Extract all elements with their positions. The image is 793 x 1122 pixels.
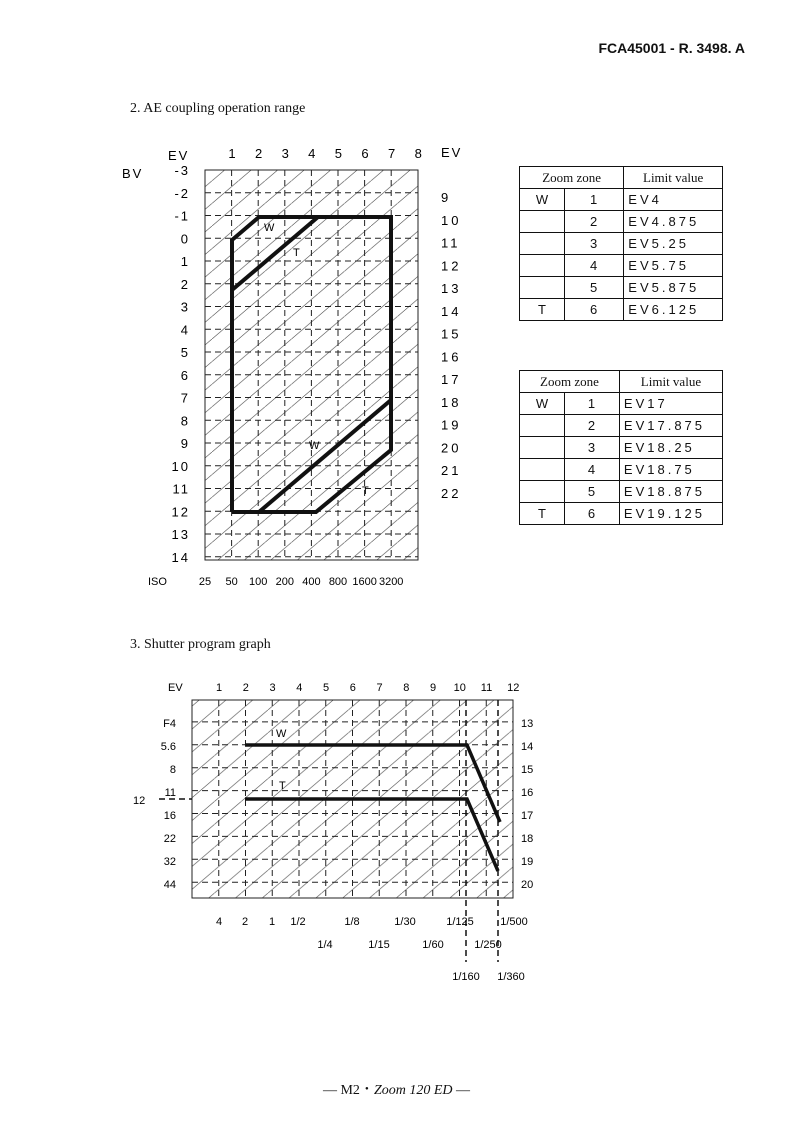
- ae-t-upper-label: T: [293, 247, 300, 259]
- shutter-f-tick: 11: [164, 787, 176, 799]
- limit-value: EV5.25: [624, 233, 723, 255]
- shutter-top-ev-tick: 11: [480, 682, 493, 694]
- ae-iso-tick: 25: [198, 576, 212, 588]
- zoom-mark: [520, 459, 565, 481]
- ae-right-ev-tick: 17: [441, 372, 462, 387]
- ae-w-upper-label: W: [264, 222, 275, 234]
- shutter-top-ev-tick: 12: [507, 682, 520, 694]
- table-row: [520, 233, 723, 255]
- zoom-mark: [520, 277, 565, 299]
- ae-bv-tick: -3: [174, 163, 190, 178]
- shutter-top-ev-tick: 1: [215, 682, 223, 694]
- shutter-f-tick: 44: [163, 879, 176, 891]
- zoom-mark: T: [520, 503, 565, 525]
- table-row: [520, 393, 723, 415]
- ae-iso-label: ISO: [148, 576, 167, 588]
- zoom-mark: [520, 415, 565, 437]
- shutter-right-ev-tick: 14: [521, 741, 534, 753]
- zoom-mark: [520, 437, 565, 459]
- ae-bv-tick: 14: [171, 549, 190, 565]
- footer-model: Zoom 120 ED: [373, 1083, 453, 1098]
- shutter-right-ev-tick: 13: [521, 718, 534, 730]
- ae-right-ev-tick: 16: [441, 349, 462, 365]
- shutter-right-ev-tick: 15: [521, 764, 534, 776]
- ae-iso-tick: 200: [275, 576, 294, 588]
- ae-w-lower-label: W: [309, 440, 320, 452]
- ae-bv-tick: 5: [180, 345, 190, 360]
- ae-bv-tick: 6: [180, 367, 190, 383]
- table-row: [520, 299, 723, 321]
- ae-bv-tick: 9: [180, 436, 190, 451]
- ae-ev-label-right: EV: [441, 145, 463, 160]
- ae-bv-tick: 10: [171, 458, 190, 474]
- shutter-t-label: T: [279, 780, 286, 792]
- limit-value: EV5.875: [624, 277, 723, 299]
- ae-top-ev-tick: 2: [254, 146, 263, 161]
- ae-iso-tick: 50: [225, 576, 238, 588]
- table-row: [520, 503, 723, 525]
- shutter-speed-label: 4: [215, 916, 223, 928]
- ae-top-ev-tick: 3: [281, 146, 289, 161]
- shutter-right-ev-tick: 18: [521, 833, 534, 845]
- shutter-f-tick: F4: [163, 718, 176, 730]
- table-row: [520, 459, 723, 481]
- ae-iso-tick: 100: [249, 576, 268, 588]
- shutter-right-ev-tick: 16: [521, 787, 534, 799]
- limit-table-high: [519, 370, 723, 525]
- table-row: [520, 415, 723, 437]
- limit-value: EV5.75: [624, 255, 723, 277]
- zoom-zone: 2: [565, 415, 620, 437]
- ae-right-ev-tick: 9: [441, 190, 452, 205]
- shutter-speed-label: 1/8: [344, 916, 360, 928]
- ae-top-ev-tick: 7: [387, 146, 396, 161]
- ae-right-ev-tick: 11: [441, 235, 461, 251]
- limit-value: EV18.25: [619, 437, 722, 459]
- shutter-top-ev-tick: 6: [349, 682, 356, 694]
- zoom-mark: [520, 255, 565, 277]
- table-header-zoom-zone: Zoom zone: [520, 167, 624, 189]
- shutter-speed-label: 1/60: [422, 939, 444, 951]
- ae-iso-tick: 400: [302, 576, 321, 588]
- page-footer: [0, 1079, 793, 1099]
- zoom-zone: 4: [565, 255, 624, 277]
- ae-right-ev-tick: 22: [441, 485, 462, 501]
- ae-bv-tick: 8: [180, 413, 190, 429]
- shutter-speed-label: 1/500: [500, 916, 528, 928]
- zoom-zone: 6: [565, 299, 624, 321]
- zoom-zone: 1: [565, 189, 624, 211]
- shutter-top-ev-tick: 8: [403, 682, 410, 694]
- ae-right-ev-tick: 21: [441, 463, 462, 478]
- table-header-zoom-zone: Zoom zone: [520, 371, 620, 393]
- limit-value: EV4.875: [624, 211, 723, 233]
- limit-value: EV17: [619, 393, 722, 415]
- ae-bv-label: BV: [122, 166, 144, 181]
- shutter-speed-label: 1: [268, 916, 276, 928]
- shutter-ev-label: EV: [168, 682, 183, 694]
- shutter-f-tick: 5.6: [160, 741, 176, 753]
- ae-top-ev-tick: 5: [334, 146, 343, 161]
- ae-bv-tick: 12: [171, 504, 190, 520]
- shutter-speed-label: 1/250: [474, 939, 502, 951]
- ae-right-ev-tick: 19: [441, 417, 462, 433]
- shutter-left-marker: 12: [133, 795, 146, 807]
- zoom-zone: 6: [565, 503, 620, 525]
- shutter-speed-label: 1/160: [452, 971, 480, 983]
- ae-t-lower-label: T: [362, 485, 369, 497]
- table-row: [520, 255, 723, 277]
- ae-bv-tick: 1: [180, 254, 190, 269]
- zoom-zone: 3: [565, 233, 624, 255]
- shutter-w-label: W: [276, 728, 287, 740]
- ae-right-ev-tick: 12: [441, 258, 462, 274]
- zoom-mark: T: [520, 299, 565, 321]
- zoom-zone: 5: [565, 481, 620, 503]
- limit-table-low: [519, 166, 723, 321]
- zoom-zone: 1: [565, 393, 620, 415]
- shutter-speed-label: 2: [241, 916, 249, 928]
- ae-bv-tick: 0: [180, 231, 190, 247]
- limit-value: EV17.875: [619, 415, 722, 437]
- ae-ev-label-left: EV: [168, 148, 190, 163]
- limit-value: EV4: [624, 189, 723, 211]
- zoom-zone: 3: [565, 437, 620, 459]
- table-header-limit-value: Limit value: [624, 167, 723, 189]
- zoom-mark: [520, 233, 565, 255]
- ae-right-ev-tick: 15: [441, 326, 462, 342]
- shutter-speed-label: 1/125: [446, 916, 474, 928]
- ae-iso-tick: 1600: [352, 576, 377, 588]
- shutter-top-ev-tick: 10: [453, 682, 466, 694]
- shutter-program-chart: [0, 660, 793, 990]
- shutter-speed-label: 1/30: [394, 916, 416, 928]
- shutter-f-tick: 32: [163, 856, 176, 868]
- shutter-right-ev-tick: 17: [521, 810, 534, 822]
- ae-right-ev-tick: 20: [441, 440, 462, 456]
- ae-bv-tick: 11: [172, 481, 190, 497]
- ae-bv-tick: 7: [180, 390, 190, 406]
- ae-right-ev-tick: 13: [441, 281, 462, 296]
- shutter-top-ev-tick: 9: [429, 682, 437, 694]
- ae-bv-tick: 4: [180, 322, 190, 338]
- ae-bv-tick: 2: [180, 276, 190, 292]
- shutter-top-ev-tick: 3: [269, 682, 276, 694]
- zoom-mark: [520, 211, 565, 233]
- table-row: [520, 481, 723, 503]
- section-3-title: 3. Shutter program graph: [130, 637, 271, 652]
- table-row: [520, 211, 723, 233]
- ae-top-ev-tick: 1: [228, 146, 236, 161]
- shutter-right-ev-tick: 20: [521, 879, 534, 891]
- ae-right-ev-tick: 14: [441, 303, 462, 319]
- zoom-zone: 4: [565, 459, 620, 481]
- ae-bv-tick: -2: [174, 185, 190, 201]
- footer-prefix: — M2・: [322, 1083, 374, 1098]
- limit-value: EV18.75: [619, 459, 722, 481]
- ae-top-ev-tick: 4: [308, 146, 316, 161]
- shutter-f-tick: 16: [163, 810, 176, 822]
- footer-suffix: —: [452, 1083, 470, 1098]
- ae-top-ev-tick: 8: [414, 146, 422, 161]
- ae-iso-tick: 3200: [378, 576, 404, 588]
- shutter-top-ev-tick: 7: [376, 682, 383, 694]
- shutter-speed-label: 1/4: [317, 939, 333, 951]
- shutter-top-ev-tick: 2: [242, 682, 249, 694]
- ae-bv-tick: -1: [174, 208, 190, 224]
- shutter-f-tick: 8: [169, 764, 176, 776]
- limit-value: EV19.125: [619, 503, 722, 525]
- shutter-speed-label: 1/2: [290, 916, 306, 928]
- limit-value: EV18.875: [619, 481, 722, 503]
- shutter-f-tick: 22: [163, 833, 176, 845]
- table-row: [520, 277, 723, 299]
- ae-right-ev-tick: 18: [441, 394, 462, 410]
- shutter-speed-label: 1/15: [368, 939, 390, 951]
- table-header-limit-value: Limit value: [619, 371, 722, 393]
- zoom-mark: [520, 481, 565, 503]
- section-2-title: 2. AE coupling operation range: [130, 101, 306, 116]
- ae-bv-tick: 3: [180, 299, 190, 315]
- ae-right-ev-tick: 10: [441, 212, 462, 228]
- ae-bv-tick: 13: [171, 527, 190, 542]
- table-row: [520, 437, 723, 459]
- document-id: FCA45001 - R. 3498. A: [598, 40, 745, 56]
- shutter-speed-label: 1/360: [497, 971, 525, 983]
- ae-iso-tick: 800: [328, 576, 348, 588]
- shutter-top-ev-tick: 4: [296, 682, 303, 694]
- zoom-zone: 2: [565, 211, 624, 233]
- zoom-zone: 5: [565, 277, 624, 299]
- zoom-mark: W: [520, 393, 565, 415]
- limit-value: EV6.125: [624, 299, 723, 321]
- shutter-top-ev-tick: 5: [322, 682, 330, 694]
- shutter-right-ev-tick: 19: [521, 856, 534, 868]
- zoom-mark: W: [520, 189, 565, 211]
- table-row: [520, 189, 723, 211]
- ae-top-ev-tick: 6: [361, 146, 369, 161]
